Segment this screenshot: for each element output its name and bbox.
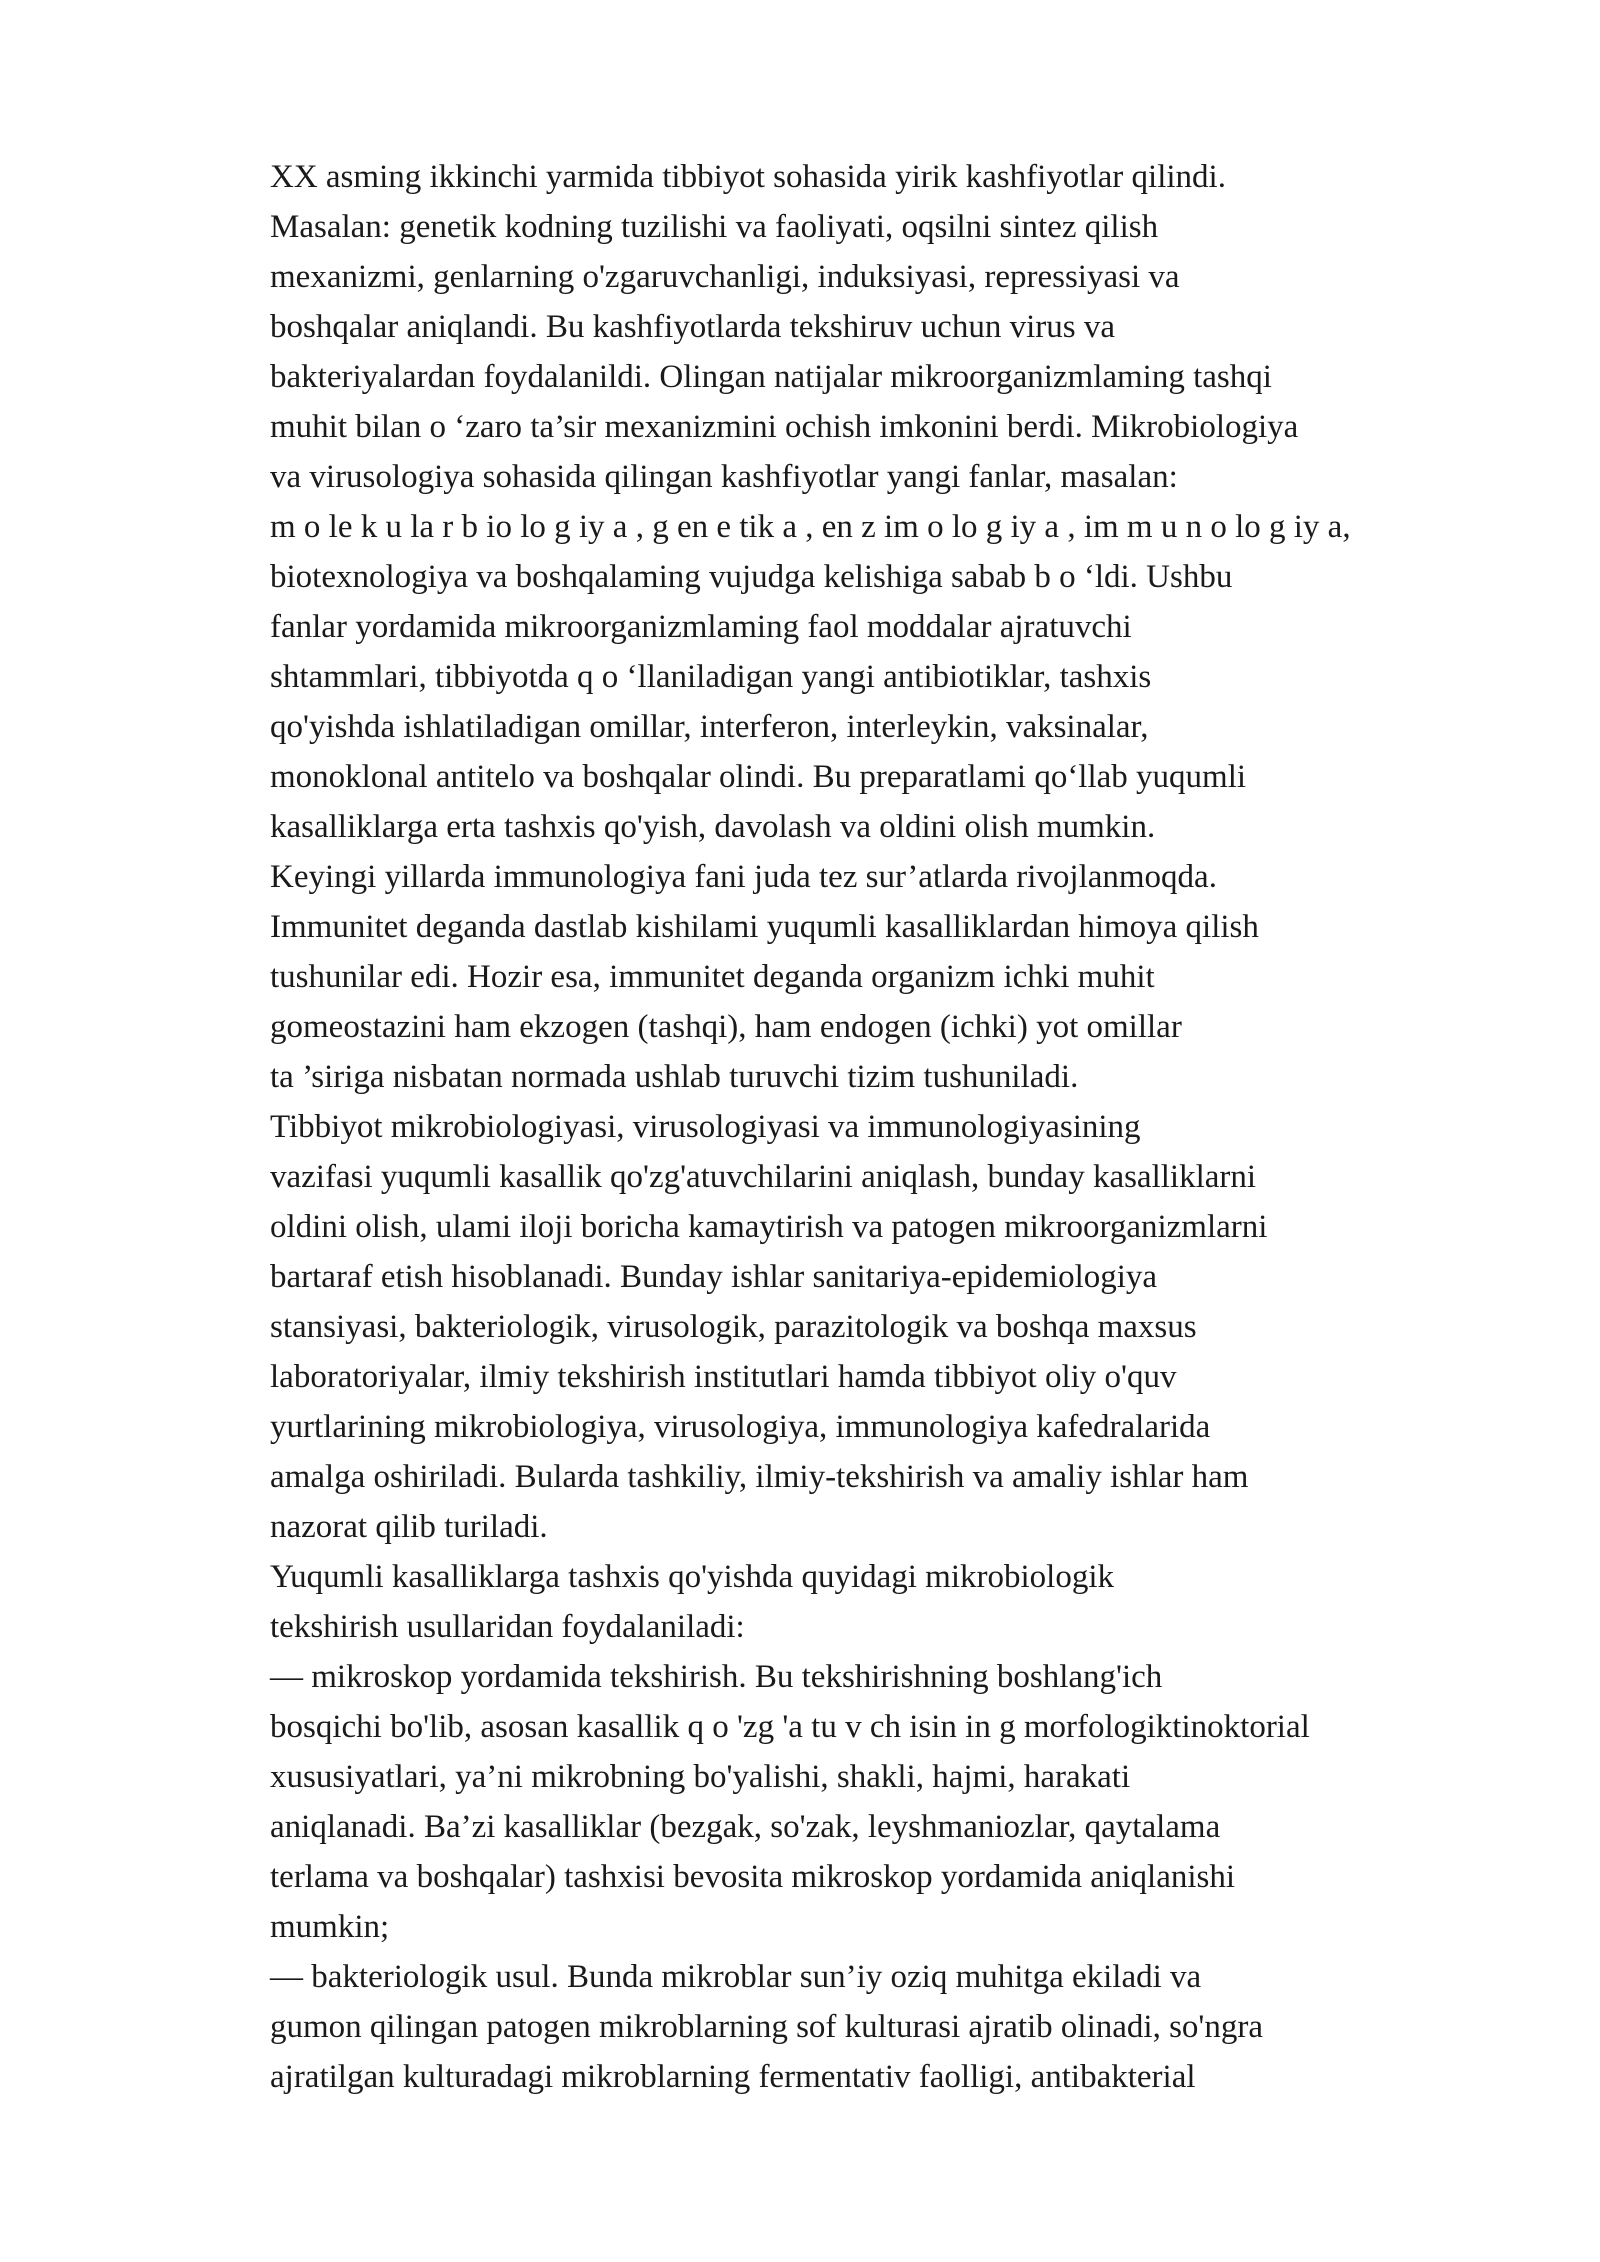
text-line: Keyingi yillarda immunologiya fani juda tez sur’atlarda rivojlanmoqda. — [270, 859, 1217, 895]
text-line: fanlar yordamida mikroorganizmlaming faol moddalar ajratuvchi — [270, 609, 1132, 645]
text-line: xususiyatlari, ya’ni mikrobning bo'yalishi, shakli, hajmi, harakati — [270, 1759, 1131, 1795]
text-line: shtammlari, tibbiyotda q o ‘llaniladigan yangi antibiotiklar, tashxis — [270, 659, 1152, 695]
text-line: bakteriyalardan foydalanildi. Olingan natijalar mikroorganizmlaming tashqi — [270, 359, 1272, 395]
text-line: laboratoriyalar, ilmiy tekshirish institutlari hamda tibbiyot oliy o'quv — [270, 1359, 1177, 1395]
text-line: mexanizmi, genlarning o'zgaruvchanligi, induksiyasi, repressiyasi va — [270, 259, 1180, 295]
text-line: vazifasi yuqumli kasallik qo'zg'atuvchilarini aniqlash, bunday kasalliklarni — [270, 1159, 1257, 1195]
text-line: mumkin; — [270, 1909, 390, 1945]
text-line: ajratilgan kulturadagi mikroblarning fermentativ faolligi, antibakterial — [270, 2059, 1196, 2095]
text-line: gomeostazini ham ekzogen (tashqi), ham endogen (ichki) yot omillar — [270, 1009, 1182, 1045]
text-line: nazorat qilib turiladi. — [270, 1509, 548, 1545]
text-line: kasalliklarga erta tashxis qo'yish, davolash va oldini olish mumkin. — [270, 809, 1156, 845]
text-line: amalga oshiriladi. Bularda tashkiliy, ilmiy-tekshirish va amaliy ishlar ham — [270, 1459, 1249, 1495]
text-line: yurtlarining mikrobiologiya, virusologiya, immunologiya kafedralarida — [270, 1409, 1211, 1445]
text-line: Masalan: genetik kodning tuzilishi va faoliyati, oqsilni sintez qilish — [270, 209, 1159, 245]
text-line: Immunitet deganda dastlab kishilami yuqumli kasalliklardan himoya qilish — [270, 909, 1259, 945]
text-line: muhit bilan o ‘zaro ta’sir mexanizmini ochish imkonini berdi. Mikrobiologiya — [270, 409, 1299, 445]
text-line: biotexnologiya va boshqalaming vujudga kelishiga sabab b o ‘ldi. Ushbu — [270, 559, 1233, 595]
text-line: — bakteriologik usul. Bunda mikroblar sun’iy oziq muhitga ekiladi va — [270, 1959, 1202, 1995]
text-line: boshqalar aniqlandi. Bu kashfiyotlarda tekshiruv uchun virus va — [270, 309, 1115, 345]
text-line: oldini olish, ulami iloji boricha kamaytirish va patogen mikroorganizmlarni — [270, 1209, 1268, 1245]
text-line: bosqichi bo'lib, asosan kasallik q o 'zg 'a tu v ch isin in g morfologiktinoktorial — [270, 1709, 1310, 1745]
text-line: tekshirish usullaridan foydalaniladi: — [270, 1609, 745, 1645]
body-text — [270, 152, 1560, 2102]
text-line: m o le k u la r b io lo g iy a , g en e tik a , en z im o lo g iy a , im m u n o lo g iy a, — [270, 509, 1351, 545]
text-line: aniqlanadi. Ba’zi kasalliklar (bezgak, so'zak, leyshmaniozlar, qaytalama — [270, 1809, 1221, 1845]
text-line: Yuqumli kasalliklarga tashxis qo'yishda quyidagi mikrobiologik — [270, 1559, 1115, 1595]
text-line: XX asming ikkinchi yarmida tibbiyot sohasida yirik kashfiyotlar qilindi. — [270, 159, 1226, 195]
text-line: gumon qilingan patogen mikroblarning sof kulturasi ajratib olinadi, so'ngra — [270, 2009, 1264, 2045]
text-line: qo'yishda ishlatiladigan omillar, interferon, interleykin, vaksinalar, — [270, 709, 1149, 745]
text-line: Tibbiyot mikrobiologiyasi, virusologiyasi va immunologiyasining — [270, 1109, 1141, 1145]
text-line: stansiyasi, bakteriologik, virusologik, parazitologik va boshqa maxsus — [270, 1309, 1197, 1345]
text-line: terlama va boshqalar) tashxisi bevosita mikroskop yordamida aniqlanishi — [270, 1859, 1236, 1895]
text-line: monoklonal antitelo va boshqalar olindi. Bu preparatlami qo‘llab yuqumli — [270, 759, 1247, 795]
text-line: — mikroskop yordamida tekshirish. Bu tekshirishning boshlang'ich — [270, 1659, 1163, 1695]
text-line: bartaraf etish hisoblanadi. Bunday ishlar sanitariya-epidemiologiya — [270, 1259, 1158, 1295]
text-line: tushunilar edi. Hozir esa, immunitet deganda organizm ichki muhit — [270, 959, 1155, 995]
text-line: va virusologiya sohasida qilingan kashfiyotlar yangi fanlar, masalan: — [270, 459, 1178, 495]
text-line: ta ’siriga nisbatan normada ushlab turuvchi tizim tushuniladi. — [270, 1059, 1079, 1095]
